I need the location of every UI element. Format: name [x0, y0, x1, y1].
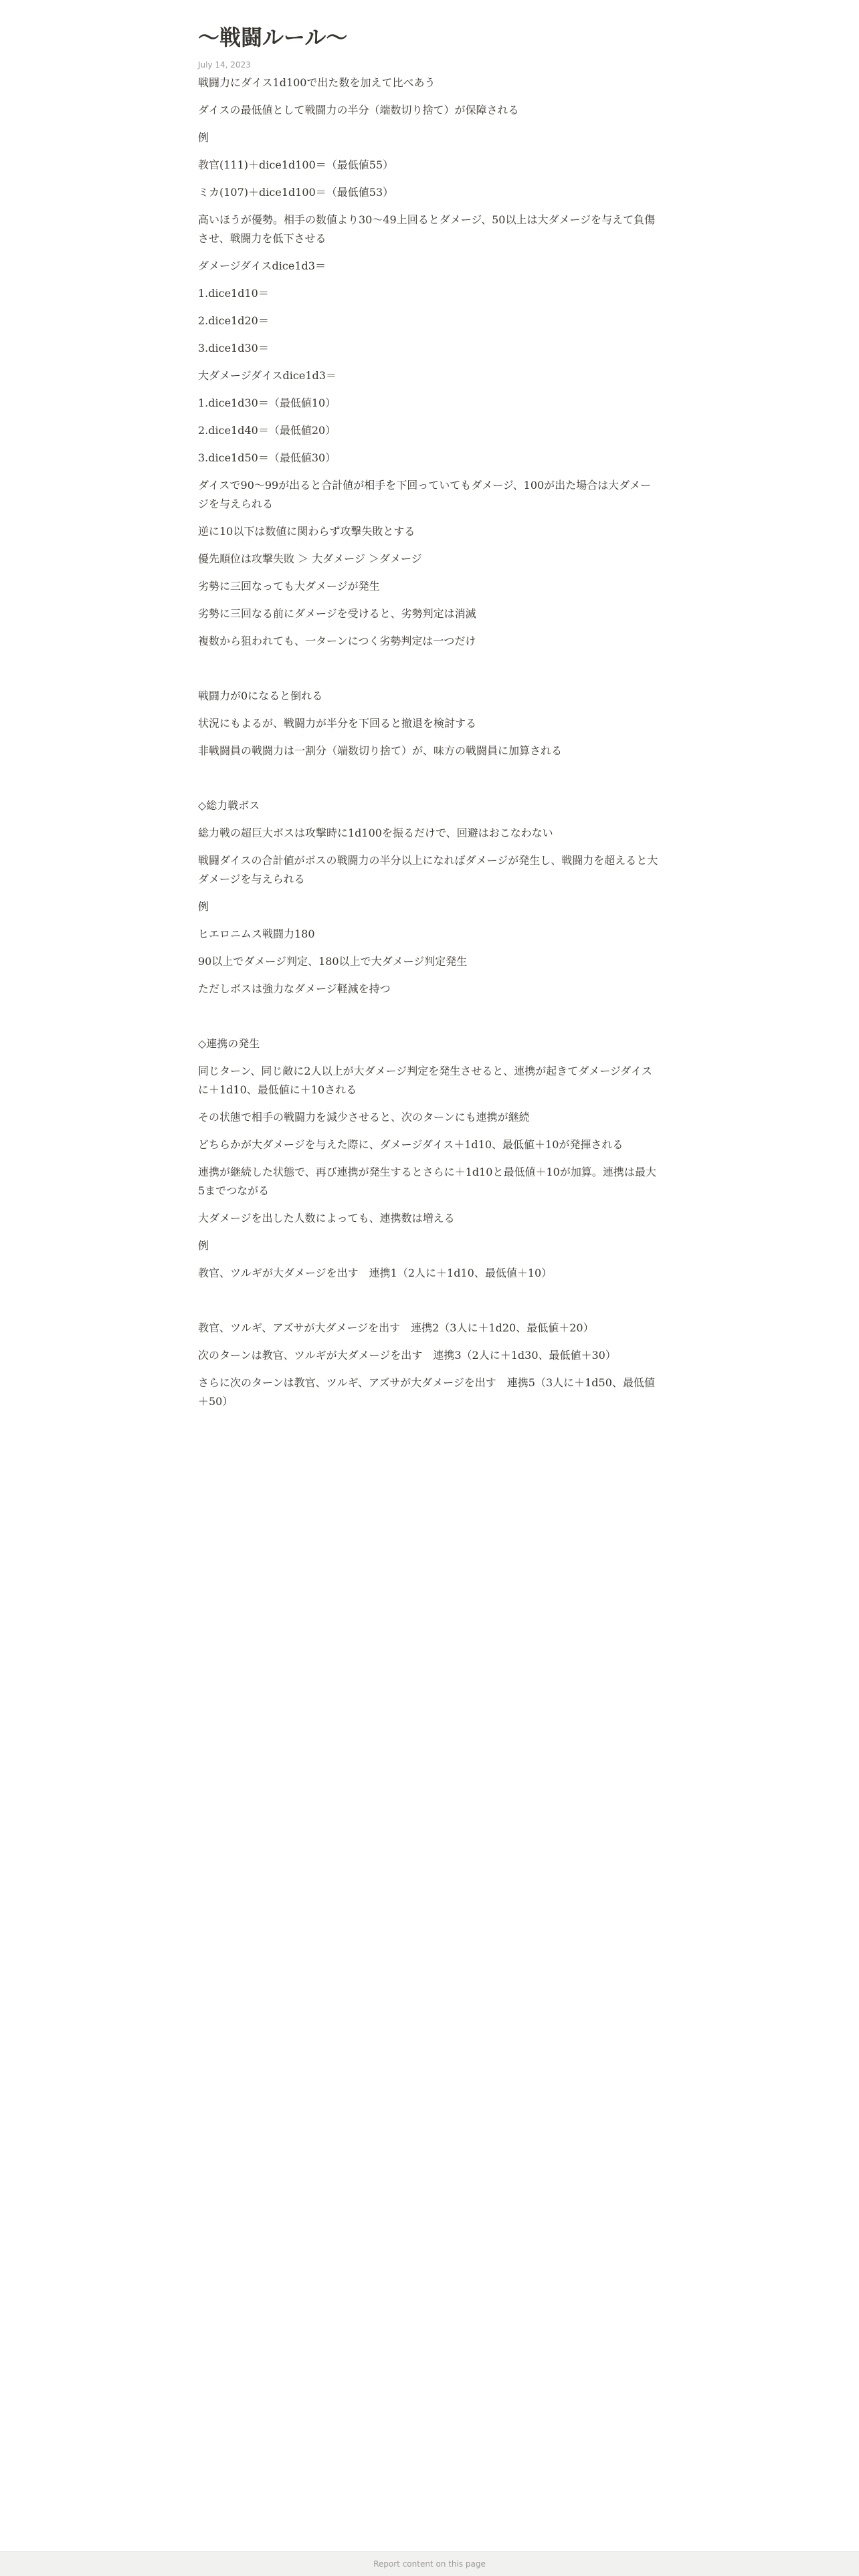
paragraph: 状況にもよるが、戦闘力が半分を下回ると撤退を検討する	[198, 717, 477, 730]
paragraph: ヒエロニムス戦闘力180	[198, 928, 315, 940]
paragraph: 大ダメージダイスdice1d3＝	[198, 369, 337, 382]
paragraph: 非戦闘員の戦闘力は一割分（端数切り捨て）が、味方の戦闘員に加算される	[198, 744, 563, 757]
paragraph: 同じターン、同じ敵に2人以上が大ダメージ判定を発生させると、連携が起きてダメージダイスに＋1d10、最低値に＋10される	[198, 1065, 652, 1096]
page-content	[198, 24, 661, 1420]
paragraph: ダイスの最低値として戦闘力の半分（端数切り捨て）が保障される	[198, 104, 519, 116]
paragraph: 大ダメージを出した人数によっても、連携数は増える	[198, 1212, 455, 1224]
paragraph: 教官、ツルギが大ダメージを出す 連携1（2人に＋1d10、最低値＋10）	[198, 1267, 553, 1279]
paragraph: 1.dice1d10＝	[198, 287, 269, 300]
empty-paragraph	[198, 1291, 661, 1310]
paragraph: 例	[198, 1239, 209, 1252]
paragraph: 1.dice1d30＝（最低値10）	[198, 397, 337, 409]
paragraph: 総力戦の超巨大ボスは攻撃時に1d100を振るだけで、回避はおこなわない	[198, 827, 553, 839]
empty-paragraph	[198, 1007, 661, 1026]
paragraph: 2.dice1d20＝	[198, 314, 269, 327]
paragraph: ミカ(107)＋dice1d100＝（最低値53）	[198, 186, 394, 199]
paragraph: 逆に10以下は数値に関わらず攻撃失敗とする	[198, 525, 415, 538]
paragraph: ◇総力戦ボス	[198, 799, 260, 812]
paragraph: 例	[198, 131, 209, 144]
page-footer	[0, 2551, 859, 2576]
paragraph: 3.dice1d50＝（最低値30）	[198, 451, 337, 464]
paragraph: 高いほうが優勢。相手の数値より30〜49上回るとダメージ、50以上は大ダメージを与えて負傷させ、戦闘力を低下させる	[198, 213, 656, 245]
paragraph: 3.dice1d30＝	[198, 342, 269, 354]
paragraph: 例	[198, 900, 209, 913]
empty-paragraph	[198, 769, 661, 788]
empty-paragraph	[198, 659, 661, 678]
page-date: July 14, 2023	[198, 60, 251, 70]
paragraph: 90以上でダメージ判定、180以上で大ダメージ判定発生	[198, 955, 468, 968]
paragraph: 戦闘力が0になると倒れる	[198, 689, 323, 702]
paragraph: 優先順位は攻撃失敗 ＞ 大ダメージ ＞ダメージ	[198, 552, 422, 565]
report-content-link[interactable]: Report content on this page	[373, 2559, 486, 2569]
paragraph: ただしボスは強力なダメージ軽減を持つ	[198, 982, 391, 995]
paragraph: 連携が継続した状態で、再び連携が発生するとさらに＋1d10と最低値＋10が加算。連携は最大5までつながる	[198, 1166, 656, 1197]
paragraph: ダイスで90〜99が出ると合計値が相手を下回っていてもダメージ、100が出た場合は大ダメージを与えられる	[198, 479, 652, 510]
paragraph: 2.dice1d40＝（最低値20）	[198, 424, 337, 437]
paragraph: 教官、ツルギ、アズサが大ダメージを出す 連携2（3人に＋1d20、最低値＋20）	[198, 1321, 594, 1334]
paragraph: 戦闘力にダイス1d100で出た数を加えて比べあう	[198, 76, 436, 89]
paragraph: 劣勢に三回なっても大ダメージが発生	[198, 580, 380, 593]
paragraph: 複数から狙われても、一ターンにつく劣勢判定は一つだけ	[198, 635, 476, 647]
paragraph: どちらかが大ダメージを与えた際に、ダメージダイス＋1d10、最低値＋10が発揮される	[198, 1138, 624, 1151]
paragraph: 劣勢に三回なる前にダメージを受けると、劣勢判定は消滅	[198, 607, 476, 620]
paragraph: 教官(111)＋dice1d100＝（最低値55）	[198, 158, 394, 171]
paragraph: その状態で相手の戦闘力を減少させると、次のターンにも連携が継続	[198, 1111, 530, 1123]
paragraph: さらに次のターンは教官、ツルギ、アズサが大ダメージを出す 連携5（3人に＋1d50、最低値＋50）	[198, 1376, 655, 1408]
paragraph: 戦闘ダイスの合計値がボスの戦闘力の半分以上になればダメージが発生し、戦闘力を超えると大ダメージを与えられる	[198, 854, 658, 885]
paragraph: 次のターンは教官、ツルギが大ダメージを出す 連携3（2人に＋1d30、最低値＋30）	[198, 1349, 616, 1362]
paragraph: ダメージダイスdice1d3＝	[198, 259, 326, 272]
page-title: 〜戦闘ルール〜	[198, 25, 348, 50]
paragraph: ◇連携の発生	[198, 1037, 260, 1050]
document-body	[198, 74, 661, 1411]
